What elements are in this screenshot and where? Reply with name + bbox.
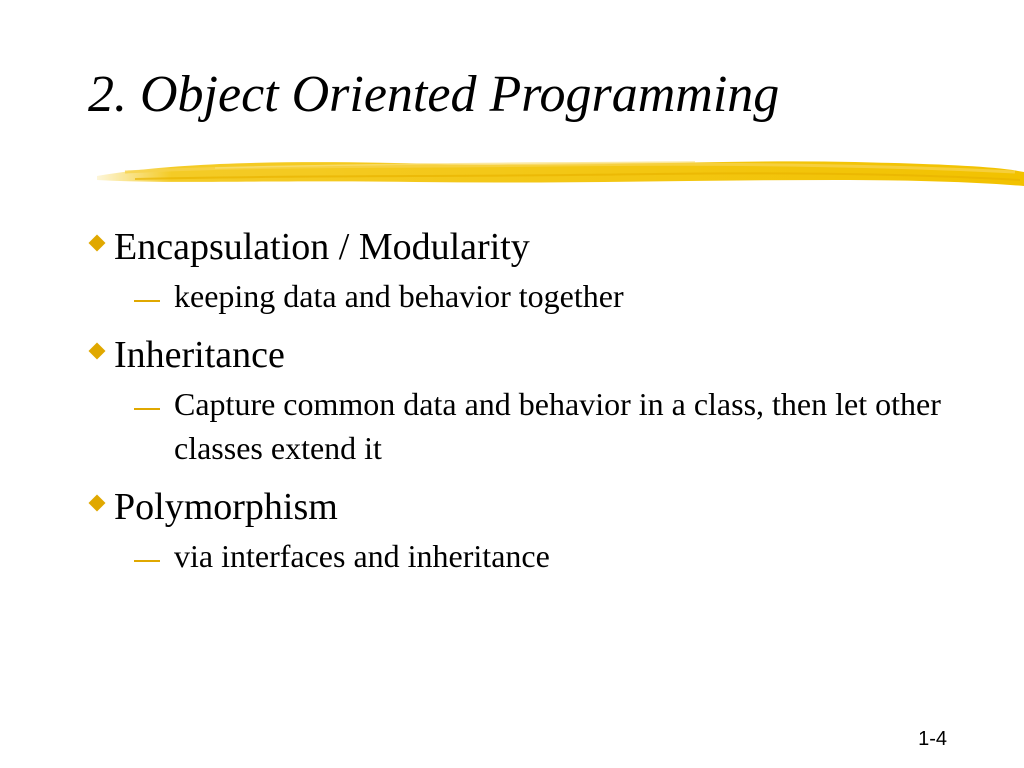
bullet-item-polymorphism xyxy=(86,482,986,532)
diamond-icon xyxy=(89,343,106,360)
bullet-item-encapsulation xyxy=(86,222,986,272)
bullet-label: Polymorphism xyxy=(114,486,338,528)
sub-bullet-text: via interfaces and inheritance xyxy=(174,538,550,574)
sub-bullet-item xyxy=(174,534,986,578)
bullet-label: Inheritance xyxy=(114,334,285,376)
title-underline-stroke xyxy=(95,150,1024,196)
dash-icon xyxy=(134,560,160,562)
diamond-icon xyxy=(89,235,106,252)
bullet-list xyxy=(86,222,986,578)
sub-bullet-text: Capture common data and behavior in a class, then let other classes extend it xyxy=(174,386,941,466)
bullet-label: Encapsulation / Modularity xyxy=(114,226,530,268)
dash-icon xyxy=(134,408,160,410)
dash-icon xyxy=(134,300,160,302)
slide-title: 2. Object Oriented Programming xyxy=(88,66,780,123)
page-number: 1-4 xyxy=(918,728,947,750)
bullet-item-inheritance xyxy=(86,330,986,380)
sub-bullet-text: keeping data and behavior together xyxy=(174,278,624,314)
sub-bullet-item xyxy=(174,274,986,318)
sub-bullet-item xyxy=(174,382,986,470)
diamond-icon xyxy=(89,495,106,512)
